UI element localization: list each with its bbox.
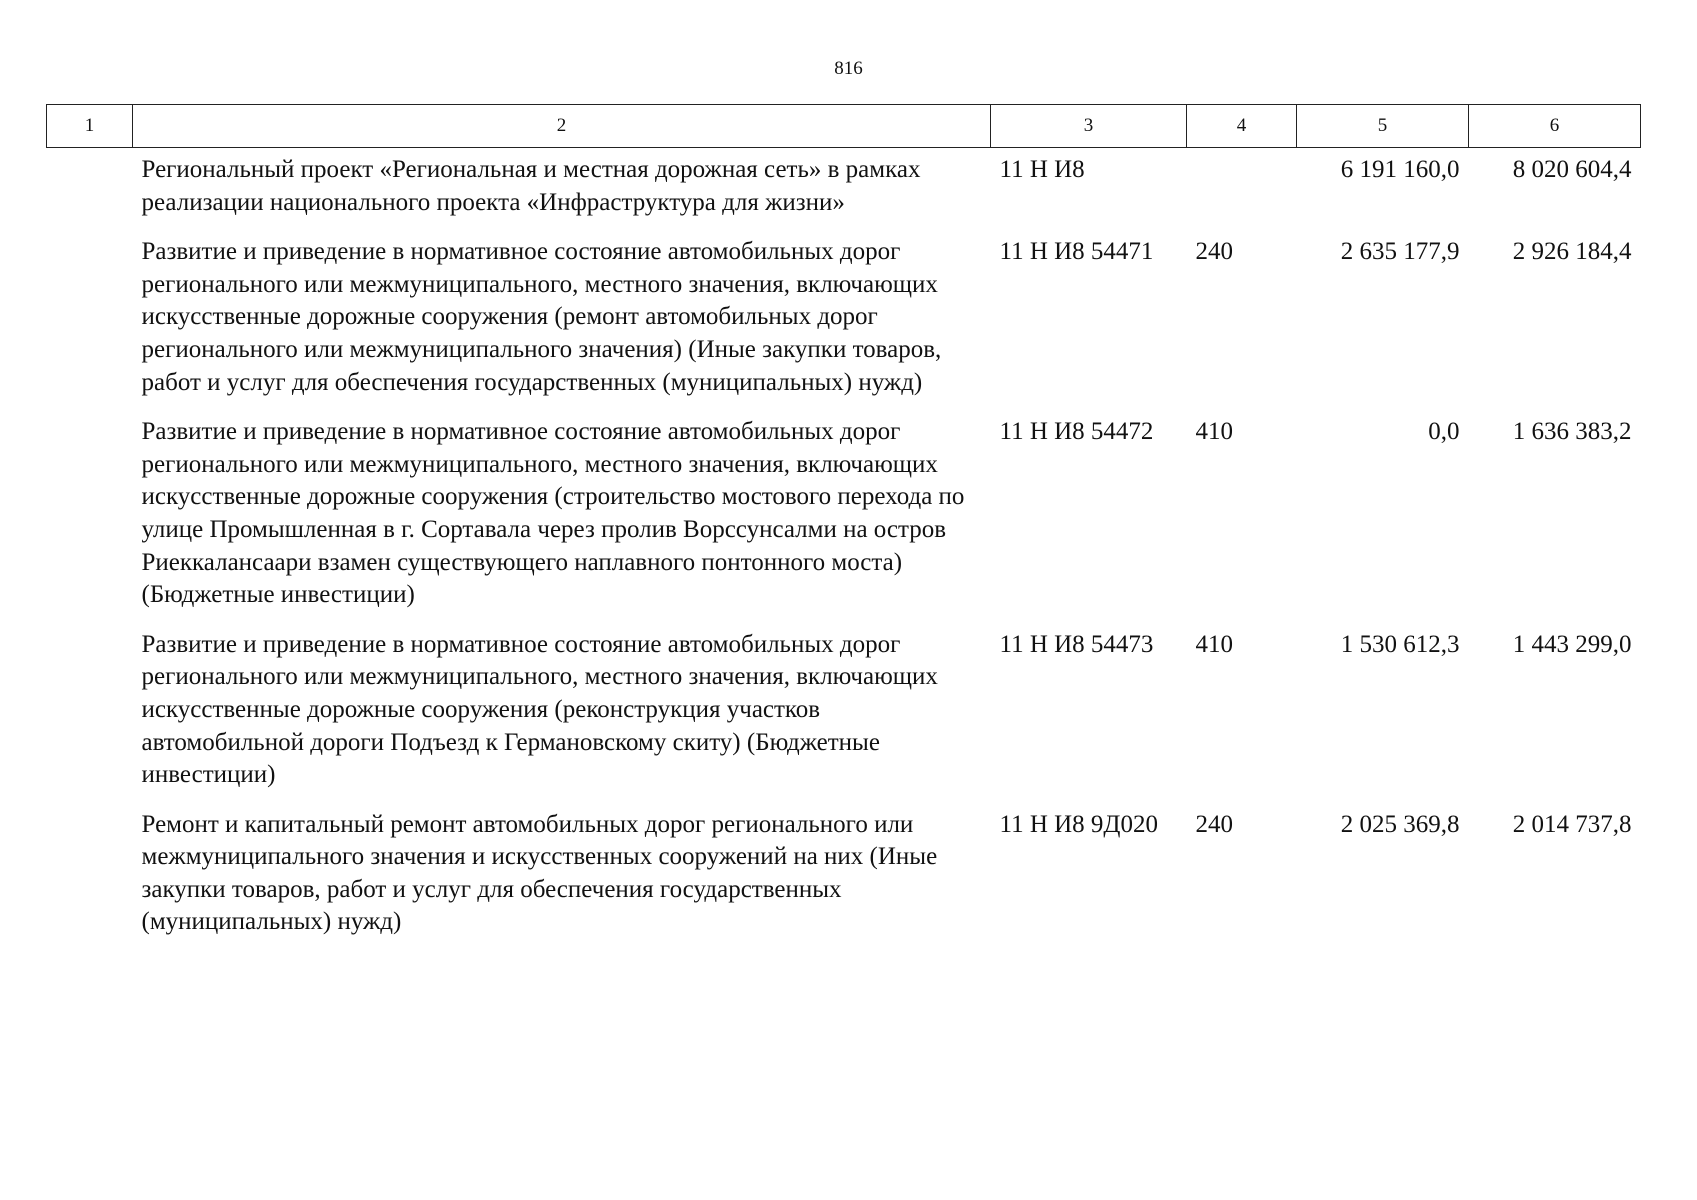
amount-col6-cell: 2 014 737,8	[1512, 810, 1632, 838]
header-col-5: 5	[1297, 105, 1469, 148]
amount-col5-cell: 2 025 369,8	[1340, 810, 1460, 838]
description-cell: Ремонт и капитальный ремонт автомобильных дорог регионального или межмуниципального значения и искусственных сооружений на них (Иные закупки товаров, работ и услуг для обеспечения государственных (муниципальных) нужд)	[141, 810, 938, 936]
row-number-cell	[47, 230, 133, 410]
target-code-cell: 11 Н И8 54473	[999, 630, 1154, 658]
amount-col5-cell: 1 530 612,3	[1340, 630, 1460, 658]
target-code-cell: 11 Н И8 54472	[999, 418, 1154, 446]
description-cell: Развитие и приведение в нормативное состояние автомобильных дорог регионального или межмуниципального, местного значения, включающих искусственные дорожные сооружения (строительство мостового перехода по улице Промышленная в г. Сортавала через пролив Ворссунсалми на остров Риеккалансаари взамен существующего наплавного понтонного моста) (Бюджетные инвестиции)	[141, 418, 965, 609]
table-row	[47, 410, 1641, 623]
description-cell: Региональный проект «Региональная и местная дорожная сеть» в рамках реализации национального проекта «Инфраструктура для жизни»	[141, 156, 921, 216]
header-col-1: 1	[47, 105, 133, 148]
row-number-cell	[47, 410, 133, 623]
description-cell: Развитие и приведение в нормативное состояние автомобильных дорог регионального или межмуниципального, местного значения, включающих искусственные дорожные сооружения (реконструкция участков автомобильной дороги Подъезд к Германовскому скиту) (Бюджетные инвестиции)	[141, 630, 938, 789]
expense-type-cell: 410	[1195, 418, 1233, 446]
row-number-cell	[47, 803, 133, 950]
description-cell: Развитие и приведение в нормативное состояние автомобильных дорог регионального или межмуниципального, местного значения, включающих искусственные дорожные сооружения (ремонт автомобильных дорог регионального или межмуниципального значения) (Иные закупки товаров, работ и услуг для обеспечения государственных (муниципальных) нужд)	[141, 238, 942, 396]
row-number-cell	[47, 148, 133, 231]
row-number-cell	[47, 623, 133, 803]
table-row	[47, 148, 1641, 231]
amount-col6-cell: 2 926 184,4	[1512, 238, 1632, 266]
header-col-6: 6	[1469, 105, 1641, 148]
target-code-cell: 11 Н И8 54471	[999, 238, 1154, 266]
amount-col6-cell: 1 443 299,0	[1512, 630, 1632, 658]
target-code-cell: 11 Н И8	[999, 156, 1085, 183]
header-col-2: 2	[133, 105, 991, 148]
amount-col5-cell: 2 635 177,9	[1340, 238, 1460, 266]
header-col-4: 4	[1187, 105, 1297, 148]
amount-col5-cell: 6 191 160,0	[1340, 156, 1460, 183]
header-row	[47, 105, 1641, 148]
table-row	[47, 230, 1641, 410]
table-row	[47, 623, 1641, 803]
expense-type-cell	[1187, 148, 1297, 231]
target-code-cell: 11 Н И8 9Д020	[999, 810, 1158, 838]
expense-type-cell: 240	[1195, 238, 1233, 266]
page-number: 816	[834, 58, 863, 79]
expense-type-cell: 240	[1195, 810, 1233, 838]
amount-col6-cell: 1 636 383,2	[1512, 418, 1632, 446]
table-header	[47, 105, 1641, 148]
budget-table	[46, 104, 1641, 950]
table-row	[47, 803, 1641, 950]
amount-col6-cell: 8 020 604,4	[1512, 156, 1632, 183]
amount-col5-cell: 0,0	[1428, 418, 1460, 446]
table-body	[47, 148, 1641, 951]
header-col-3: 3	[991, 105, 1187, 148]
expense-type-cell: 410	[1195, 630, 1233, 658]
